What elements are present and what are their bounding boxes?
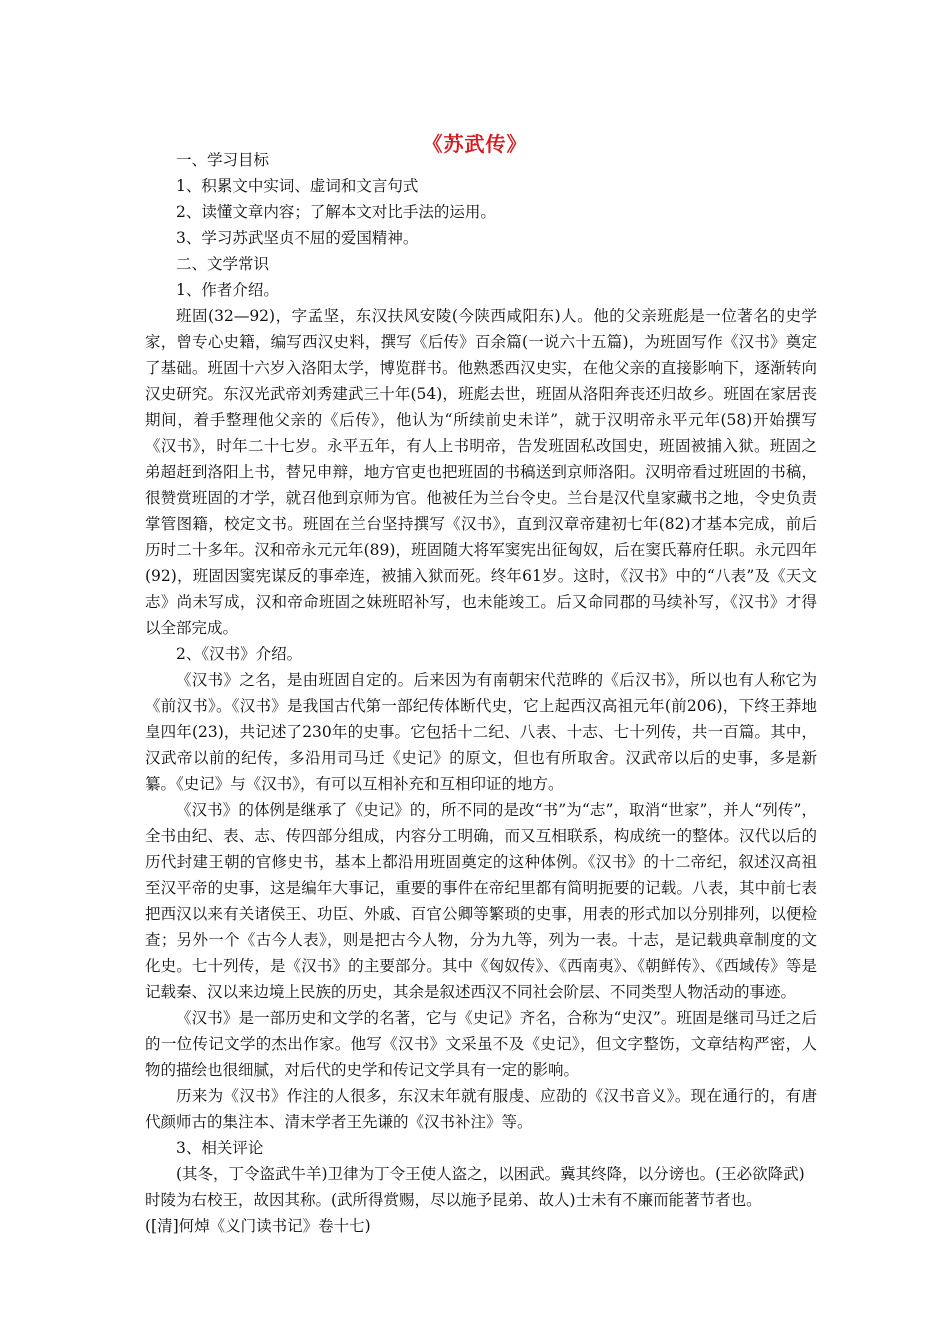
section-heading-literature: 二、文学常识 [176, 255, 270, 273]
subheading-author: 1、作者介绍。 [176, 281, 279, 299]
page-title: 《苏武传》 [422, 132, 528, 156]
author-paragraph: 班固(32—92)，字孟坚，东汉扶风安陵(今陕西咸阳东)人。他的父亲班彪是一位著名的史学家，曾专心史籍，编写西汉史料，撰写《后传》百余篇(一说六十五篇)，为班固写作《汉书》奠定了基础。班固十六岁入洛阳太学，博览群书。他熟悉西汉史实，在他父亲的直接影响下，逐渐转向汉史研究。东汉光武帝刘秀建武三十年(54)，班彪去世，班固从洛阳奔丧还归故乡。班固在家居丧期间，着手整理他父亲的《后传》，他认为“所续前史未详”，就于汉明帝永平元年(58)开始撰写《汉书》，时年二十七岁。永平五年，有人上书明帝，告发班固私改国史，班固被捕入狱。班固之弟超赶到洛阳上书，替兄申辩，地方官吏也把班固的书稿送到京师洛阳。汉明帝看过班固的书稿，很赞赏班固的才学，就召他到京师为官。他被任为兰台令史。兰台是汉代皇家藏书之地，令史负责掌管图籍，校定文书。班固在兰台坚持撰写《汉书》，直到汉章帝建初七年(82)才基本完成，前后历时二十多年。汉和帝永元元年(89)，班固随大将军窦宪出征匈奴，后在窦氏幕府任职。永元四年(92)，班固因窦宪谋反的事牵连，被捕入狱而死。终年61岁。这时，《汉书》中的“八表”及《天文志》尚未写成，汉和帝命班固之妹班昭补写，也未能竣工。后又命同郡的马续补写，《汉书》才得以全部完成。 [145, 307, 817, 637]
document-body [145, 147, 817, 1239]
goal-item: 3、学习苏武坚贞不屈的爱国精神。 [176, 229, 419, 247]
goal-item: 1、积累文中实词、虚词和文言句式 [176, 177, 419, 195]
goal-item: 2、读懂文章内容；了解本文对比手法的运用。 [176, 203, 496, 221]
subheading-comments: 3、相关评论 [176, 1139, 264, 1157]
hanshu-paragraph: 《汉书》之名，是由班固自定的。后来因为有南朝宋代范晔的《后汉书》，所以也有人称它为《前汉书》。《汉书》是我国古代第一部纪传体断代史，它上起西汉高祖元年(前206)，下终王莽地皇四年(23)，共记述了230年的史事。它包括十二纪、八表、十志、七十列传，共一百篇。其中，汉武帝以前的纪传，多沿用司马迁《史记》的原文，但也有所取舍。汉武帝以后的史事，多是新纂。《史记》与《汉书》，有可以互相补充和互相印证的地方。 [145, 671, 817, 793]
subheading-hanshu: 2、《汉书》介绍。 [176, 645, 303, 663]
hanshu-paragraph: 《汉书》是一部历史和文学的名著，它与《史记》齐名，合称为“史汉”。班固是继司马迁之后的一位传记文学的杰出作家。他写《汉书》文采虽不及《史记》，但文字整饬，文章结构严密，人物的描绘也很细腻，对后代的史学和传记文学具有一定的影响。 [145, 1009, 817, 1079]
hanshu-paragraph: 历来为《汉书》作注的人很多，东汉末年就有服虔、应劭的《汉书音义》。现在通行的，有唐代颜师古的集注本、清末学者王先谦的《汉书补注》等。 [145, 1087, 817, 1131]
section-heading-goals: 一、学习目标 [176, 151, 270, 169]
comment-paragraph: (其冬，丁令盗武牛羊)卫律为丁令王使人盗之，以困武。冀其终降，以分谤也。(王必欲降武)时陵为右校王，故因其称。(武所得赏赐，尽以施予昆弟、故人)士未有不廉而能著节者也。 ([清]何焯《义门读书记》卷十七) [145, 1165, 805, 1235]
hanshu-paragraph: 《汉书》的体例是继承了《史记》的，所不同的是改“书”为“志”，取消“世家”，并人“列传”，全书由纪、表、志、传四部分组成，内容分工明确，而又互相联系，构成统一的整体。汉代以后的历代封建王朝的官修史书，基本上都沿用班固奠定的这种体例。《汉书》的十二帝纪，叙述汉高祖至汉平帝的史事，这是编年大事记，重要的事件在帝纪里都有简明扼要的记载。八表，其中前七表把西汉以来有关诸侯王、功臣、外戚、百官公卿等繁琐的史事，用表的形式加以分别排列，以便检查；另外一个《古今人表》，则是把古今人物，分为九等，列为一表。十志，是记载典章制度的文化史。七十列传，是《汉书》的主要部分。其中《匈奴传》、《西南夷》、《朝鲜传》、《西域传》等是记载秦、汉以来边境上民族的历史，其余是叙述西汉不同社会阶层、不同类型人物活动的事迹。 [145, 801, 817, 1001]
